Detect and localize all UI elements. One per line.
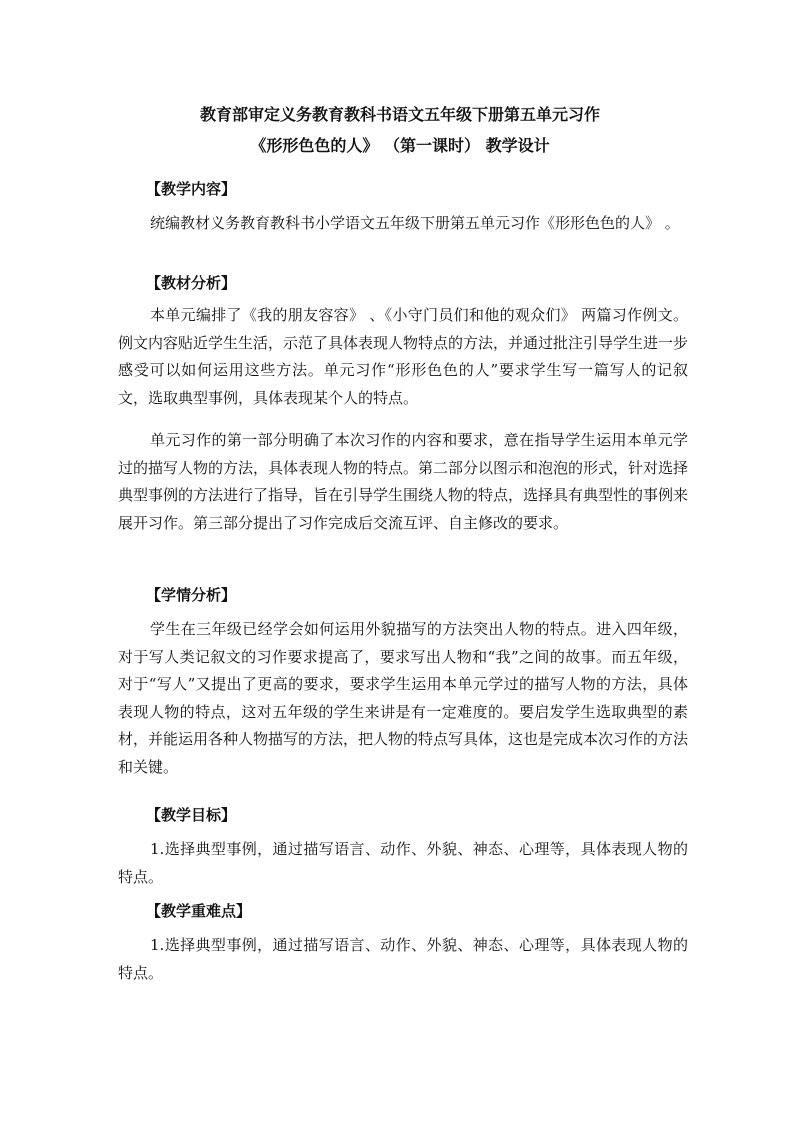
paragraph-teaching-content: 统编教材义务教育教科书小学语文五年级下册第五单元习作《形形色色的人》 。 — [150, 214, 680, 232]
paragraph-textbook-analysis-2: 单元习作的第一部分明确了本次习作的内容和要求，意在指导学生运用本单元学过的描写人物的方法，具体表现人物的特点。第二部分以图示和泡泡的形式，针对选择典型事例的方法进行了指导，旨在引导学生围绕人物的特点，选择具有典型性的事例来展开习作。第三部分提出了习作完成后交流互评、自主修改的要求。 — [118, 431, 689, 532]
section-heading-textbook-analysis: 【教材分析】 — [146, 274, 237, 292]
paragraph-teaching-goals: 1.选择典型事例，通过描写语言、动作、外貌、神态、心理等，具体表现人物的特点。 — [118, 840, 688, 886]
paragraph-key-points: 1.选择典型事例，通过描写语言、动作、外貌、神态、心理等，具体表现人物的特点。 — [118, 936, 688, 982]
section-heading-teaching-content: 【教学内容】 — [146, 180, 237, 198]
document-title-line1: 教育部审定义务教育教科书语文五年级下册第五单元习作 — [199, 105, 600, 124]
paragraph-student-analysis: 学生在三年级已经学会如何运用外貌描写的方法突出人物的特点。进入四年级，对于写人类记叙文的习作要求提高了，要求写出人物和“我”之间的故事。而五年级，对于“写人”又提出了更高的要求，要求学生运用本单元学过的描写人物的方法，具体表现人物的特点，这对五年级的学生来讲是有一定难度的。要启发学生选取典型的素材，并能运用各种人物描写的方法，把人物的特点写具体，这也是完成本次习作的方法和关键。 — [118, 620, 689, 776]
section-heading-teaching-goals: 【教学目标】 — [146, 806, 237, 824]
document-title-line2: 《形形色色的人》 （第一课时） 教学设计 — [250, 136, 550, 155]
section-heading-student-analysis: 【学情分析】 — [146, 586, 237, 604]
section-heading-key-points: 【教学重难点】 — [146, 902, 252, 920]
paragraph-textbook-analysis-1: 本单元编排了《我的朋友容容》 、《小守门员们和他的观众们》 两篇习作例文。例文内容贴近学生生活，示范了具体表现人物特点的方法，并通过批注引导学生进一步感受可以如何运用这些方法。单元习作“形形色色的人”要求学生写一篇写人的记叙文，选取典型事例，具体表现某个人的特点。 — [118, 306, 689, 407]
